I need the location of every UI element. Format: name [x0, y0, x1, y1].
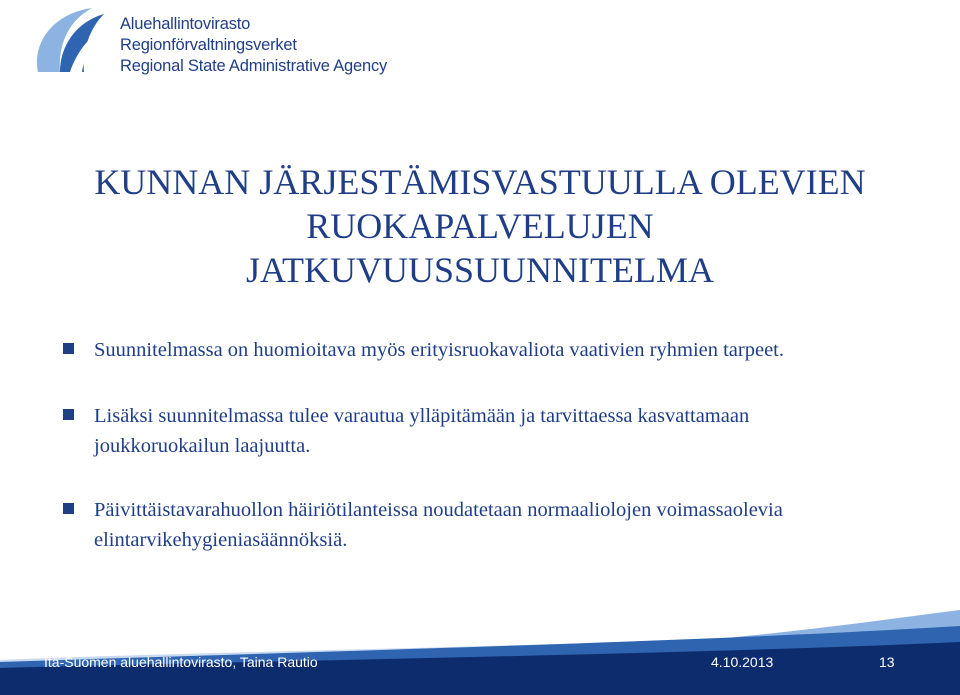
- square-bullet-icon: [63, 343, 74, 354]
- bullet-item: [60, 335, 930, 365]
- bullet-list: [60, 335, 930, 555]
- logo-text-line-1: Aluehallintovirasto: [120, 15, 251, 33]
- bullet-item: [60, 401, 930, 461]
- square-bullet-icon: [63, 503, 74, 514]
- slide-title-line-1: KUNNAN JÄRJESTÄMISVASTUULLA OLEVIEN: [94, 162, 866, 202]
- slide-title-line-3: JATKUVUUSSUUNNITELMA: [246, 250, 714, 290]
- footer-wave-decoration: [0, 590, 960, 695]
- footer-band: [0, 590, 960, 695]
- logo-text-line-3: Regional State Administrative Agency: [120, 57, 388, 75]
- logo-text-line-2: Regionförvaltningsverket: [120, 36, 297, 54]
- slide-title: [40, 160, 920, 292]
- bullet-item: [60, 495, 930, 555]
- bullet-line: Päivittäistavarahuollon häiriötilanteissa noudatetaan normaaliolojen voimassaolevia: [94, 499, 783, 521]
- bullet-line: elintarvikehygieniasäännöksiä.: [94, 529, 348, 551]
- slide-title-line-2: RUOKAPALVELUJEN: [306, 206, 654, 246]
- square-bullet-icon: [63, 409, 74, 420]
- page-number: 13: [879, 654, 895, 670]
- bullet-line: joukkoruokailun laajuutta.: [94, 435, 311, 457]
- agency-logo-icon: [30, 6, 110, 76]
- bullet-line: Lisäksi suunnitelmassa tulee varautua ylläpitämään ja tarvittaessa kasvattamaan: [94, 405, 750, 427]
- bullet-line: Suunnitelmassa on huomioitava myös erityisruokavaliota vaativien ryhmien tarpeet.: [94, 339, 785, 361]
- agency-logo: [30, 6, 388, 76]
- footer-author: Itä-Suomen aluehallintovirasto, Taina Rautio: [44, 654, 318, 670]
- footer-date: 4.10.2013: [711, 654, 774, 670]
